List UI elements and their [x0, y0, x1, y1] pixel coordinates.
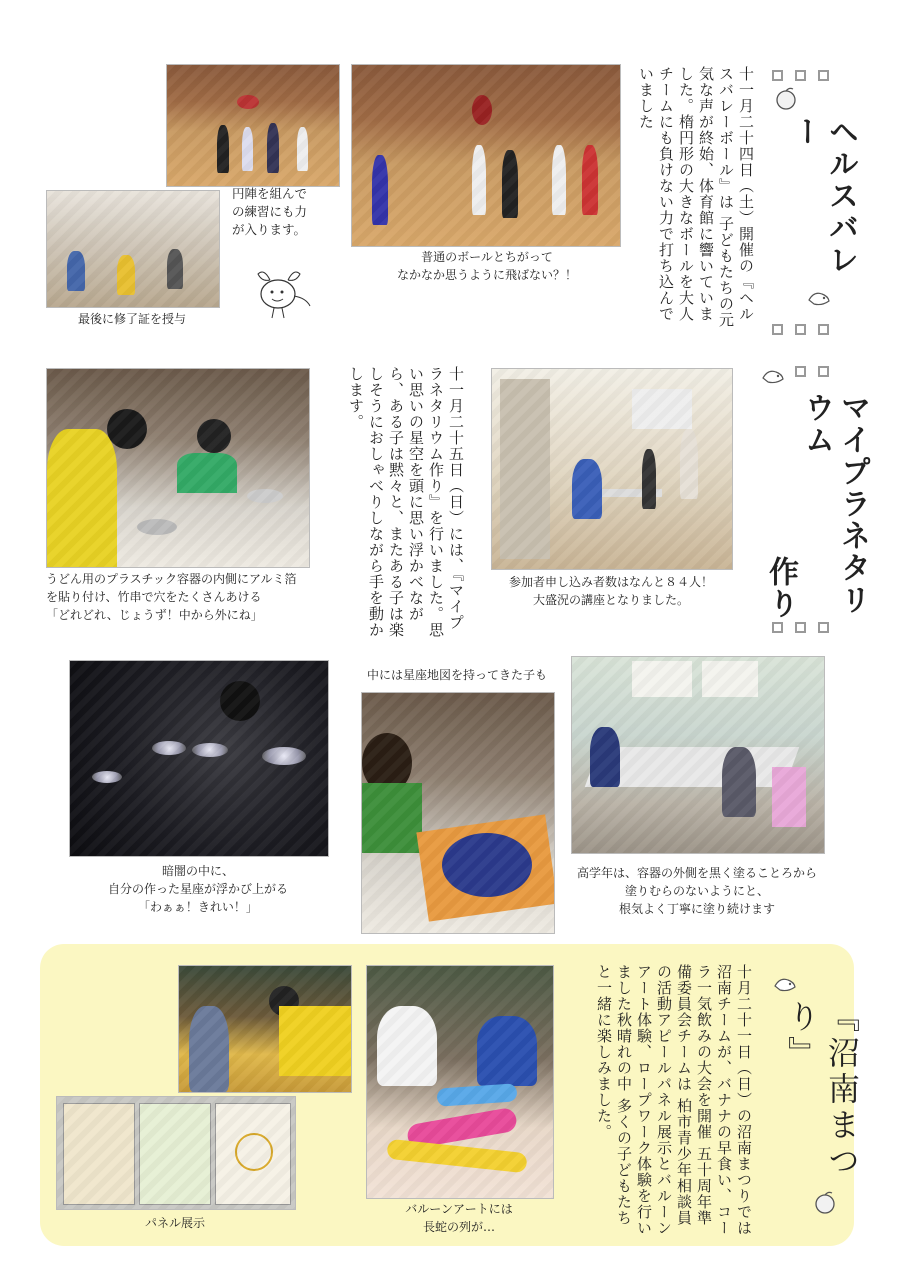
caption-circle-practice: 円陣を組んで の練習にも力 が入ります。 — [232, 186, 308, 237]
caption-registration: 参加者申し込み者数はなんと８４人！ 大盛況の講座となりました。 — [508, 575, 713, 607]
square-deco — [772, 70, 783, 81]
photo-foil-craft — [46, 368, 310, 568]
bird-icon — [772, 974, 798, 994]
square-deco — [818, 622, 829, 633]
caption-painting: 高学年は、容器の外側を黒く塗ることろから 塗りむらのないようにと、 根気よく丁寧に塗り続けます — [576, 866, 817, 916]
bird-icon — [760, 366, 786, 386]
square-deco — [795, 324, 806, 335]
photo-balloon-art — [366, 965, 554, 1199]
caption-volleyball: 普通のボールとちがって なかなか思うように飛ばない？！ — [396, 250, 577, 282]
photo-painting — [571, 656, 825, 854]
health-body-text: 十一月二十四日（土）開催の『ヘルスバレーボール』は 子どもたちの元気な声が終始、体育館に響いていました。楕円形の大きなボールを大人チームにも負けない力で打ち込んでいました — [637, 66, 755, 328]
planetarium-title-line2: 作り — [763, 556, 798, 620]
photo-panel-display — [56, 1096, 296, 1210]
square-deco — [818, 366, 829, 377]
orange-fruit-icon — [814, 1190, 836, 1214]
festival-title: 『沼南まつり』 — [783, 1000, 861, 1180]
health-title: ヘルスバレー — [787, 116, 858, 276]
festival-body-text: 十月二十一日（日）の沼南まつりでは沼南チームが、バナナの早食い、コーラ一気飲みの大会を開催 五十周年準備委員会チームは 柏市青少年相談員の活動アピールパネル展示とバルーンアート体験、ロープワーク体験を行いました秋晴れの中 多くの子どもたちと一緒に楽しみました。 — [595, 964, 753, 1236]
caption-certificate: 最後に修了証を授与 — [77, 312, 186, 326]
photo-certificate — [46, 190, 220, 308]
caption-dark-stars: 暗闇の中に、 自分の作った星座が浮かび上がる 「わぁぁ！きれい！」 — [107, 864, 288, 914]
caption-panel-display: パネル展示 — [144, 1216, 205, 1230]
caption-star-map: 中には星座地図を持ってきた子も — [366, 668, 547, 682]
square-deco — [795, 366, 806, 377]
photo-registration — [491, 368, 733, 570]
caption-balloon-art: バルーンアートには 長蛇の列が… — [405, 1202, 513, 1234]
photo-star-map — [361, 692, 555, 934]
planetarium-body-text: 十一月二十五日（日）には、『マイプラネタリウム作り』を行いました。思い思いの星空を頭に思い浮かべながら、ある子は黙々と、またある子は楽しそうにおしゃべりしながら手を動かします。 — [347, 366, 465, 638]
square-deco — [795, 622, 806, 633]
photo-festival-kids — [178, 965, 352, 1093]
bee-doodle-icon — [248, 262, 320, 322]
square-deco — [795, 70, 806, 81]
square-deco — [772, 622, 783, 633]
photo-volleyball-play — [351, 64, 621, 247]
bird-icon — [806, 288, 832, 308]
planetarium-title-line1: マイプラネタリウム — [799, 392, 870, 616]
square-deco — [818, 324, 829, 335]
caption-foil-craft: うどん用のプラスチック容器の内側にアルミ箔 を貼り付け、竹串で穴をたくさんあける 「どれどれ、じょうず！中から外にね」 — [46, 572, 297, 622]
photo-dark-stars — [69, 660, 329, 857]
orange-fruit-icon — [775, 86, 797, 110]
square-deco — [772, 324, 783, 335]
photo-circle-practice — [166, 64, 340, 187]
square-deco — [818, 70, 829, 81]
